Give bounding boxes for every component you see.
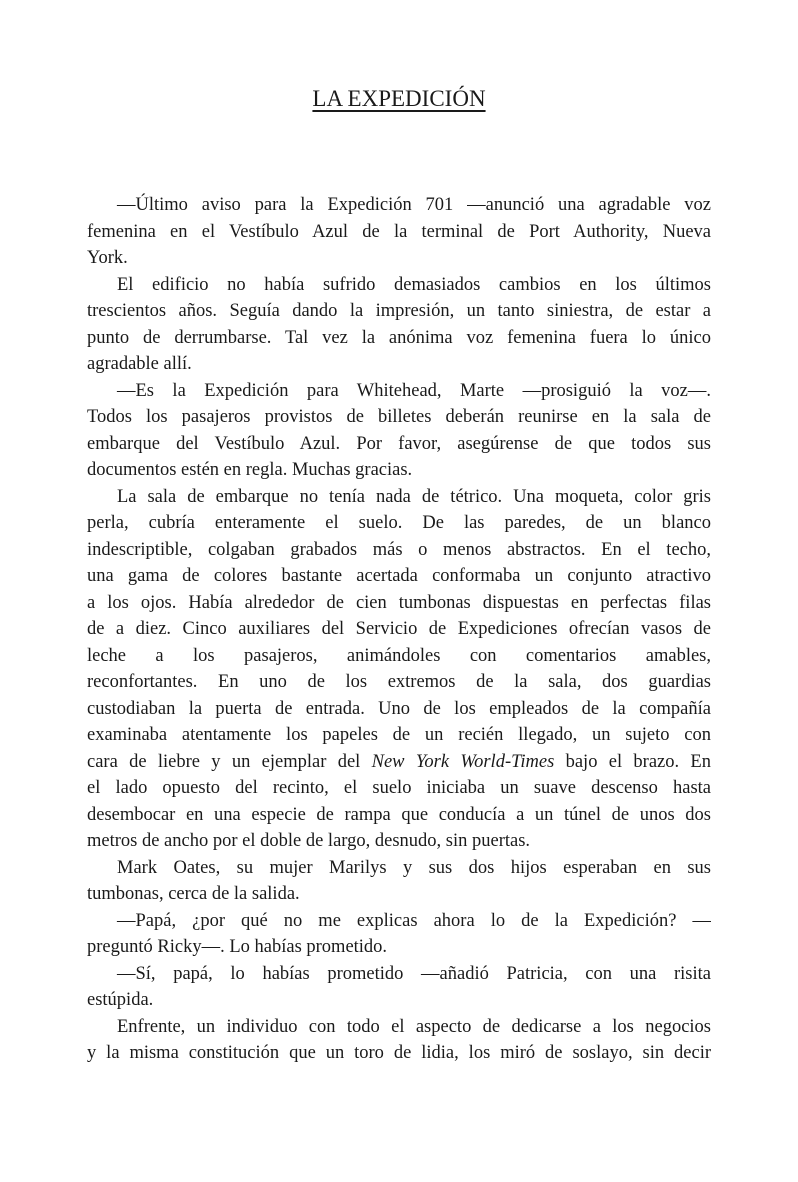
text-line: cara de liebre y un ejemplar del New York World-Times bajo el brazo. En <box>87 751 711 772</box>
text-line: Mark Oates, su mujer Marilys y sus dos hijos esperaban en sus <box>117 857 711 878</box>
text-line: documentos estén en regla. Muchas gracias. <box>87 460 413 480</box>
text-line: Enfrente, un individuo con todo el aspecto de dedicarse a los negocios <box>117 1016 711 1037</box>
text-line: una gama de colores bastante acertada conformaba un conjunto atractivo <box>87 566 711 586</box>
text-line: tumbonas, cerca de la salida. <box>87 884 300 904</box>
text-line: York. <box>87 248 128 268</box>
text-line: preguntó Ricky—. Lo habías prometido. <box>87 937 388 957</box>
text-line: estúpida. <box>87 990 154 1010</box>
text-line: desembocar en una especie de rampa que conducía a un túnel de unos dos <box>87 804 711 825</box>
text-line: examinaba atentamente los papeles de un recién llegado, un sujeto con <box>87 725 711 745</box>
text-line: femenina en el Vestíbulo Azul de la terminal de Port Authority, Nueva <box>87 221 711 242</box>
text-line: —Último aviso para la Expedición 701 —anunció una agradable voz <box>117 195 711 215</box>
text-line: de a diez. Cinco auxiliares del Servicio de Expediciones ofrecían vasos de <box>87 619 711 639</box>
text-line: embarque del Vestíbulo Azul. Por favor, asegúrense de que todos sus <box>87 433 711 454</box>
text-line: indescriptible, colgaban grabados más o menos abstractos. En el techo, <box>87 539 711 560</box>
text-line: —Papá, ¿por qué no me explicas ahora lo de la Expedición? — <box>117 910 711 931</box>
page-text <box>87 192 711 1067</box>
text-line: custodiaban la puerta de entrada. Uno de los empleados de la compañía <box>87 698 711 719</box>
text-line: reconfortantes. En uno de los extremos de la sala, dos guardias <box>87 672 711 692</box>
text-line: Todos los pasajeros provistos de billetes deberán reunirse en la sala de <box>87 407 711 427</box>
chapter-title: LA EXPEDICIÓN <box>312 86 486 111</box>
text-line: el lado opuesto del recinto, el suelo iniciaba un suave descenso hasta <box>87 778 711 798</box>
text-line: La sala de embarque no tenía nada de tétrico. Una moqueta, color gris <box>117 486 711 507</box>
text-line: —Sí, papá, lo habías prometido —añadió Patricia, con una risita <box>117 963 711 984</box>
text-line: leche a los pasajeros, animándoles con comentarios amables, <box>87 645 711 666</box>
text-line: trescientos años. Seguía dando la impresión, un tanto siniestra, de estar a <box>87 301 711 321</box>
text-line: El edificio no había sufrido demasiados cambios en los últimos <box>117 274 711 295</box>
text-line: y la misma constitución que un toro de lidia, los miró de soslayo, sin decir <box>87 1043 711 1063</box>
text-line: perla, cubría enteramente el suelo. De las paredes, de un blanco <box>87 513 711 533</box>
text-line: punto de derrumbarse. Tal vez la anónima voz femenina fuera lo único <box>87 327 711 348</box>
text-line: a los ojos. Había alrededor de cien tumbonas dispuestas en perfectas filas <box>87 592 711 613</box>
text-line: metros de ancho por el doble de largo, desnudo, sin puertas. <box>87 831 531 851</box>
text-line: agradable allí. <box>87 354 192 374</box>
text-line: —Es la Expedición para Whitehead, Marte —prosiguió la voz—. <box>117 380 711 401</box>
